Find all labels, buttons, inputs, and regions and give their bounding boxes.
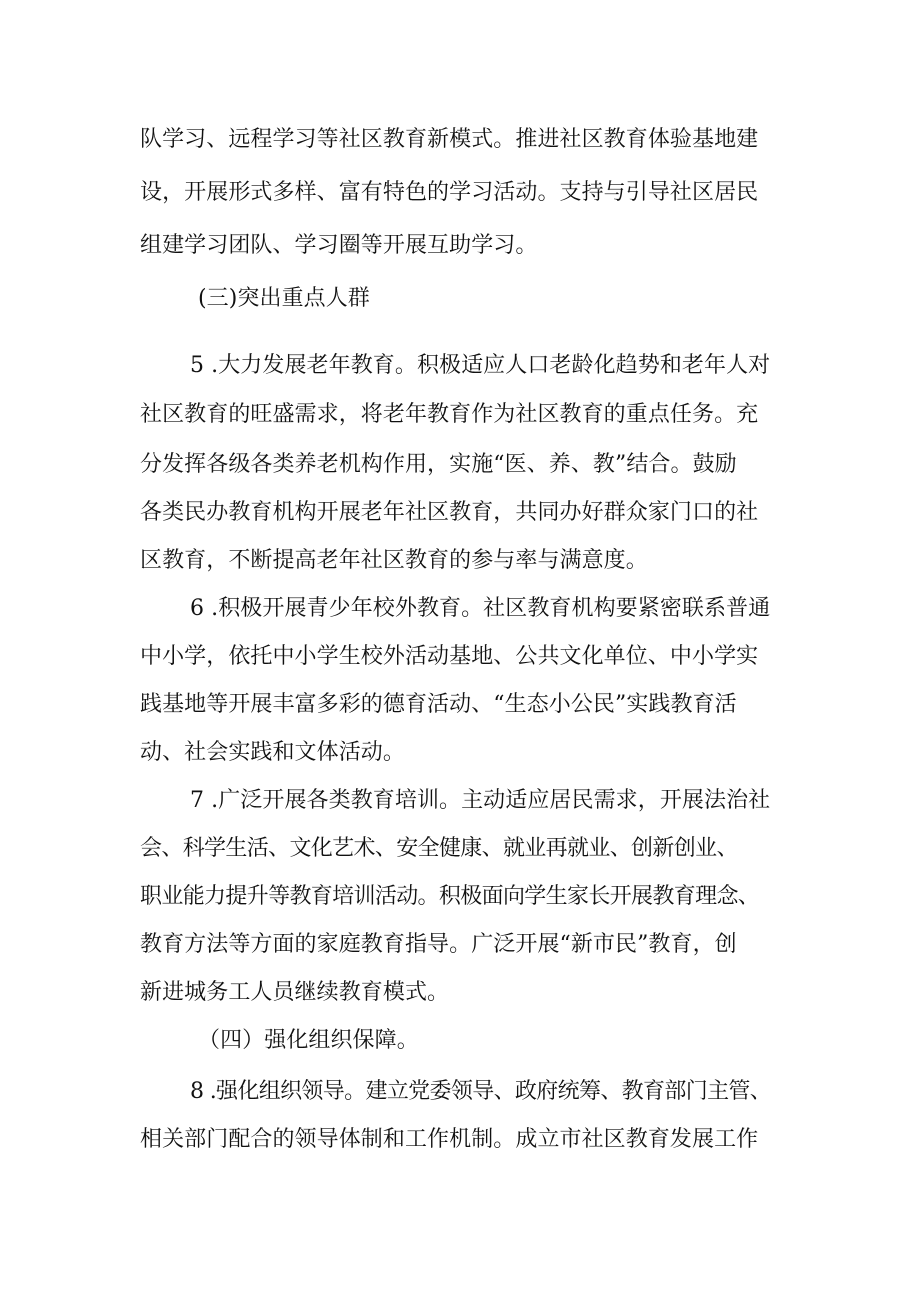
section-heading: （四）强化组织保障。 bbox=[198, 1028, 419, 1053]
paragraph-line: 会、科学生活、文化艺术、安全健康、就业再就业、创新创业、 bbox=[140, 836, 738, 861]
paragraph-line: 教育方法等方面的家庭教育指导。广泛开展“新市民”教育，创 bbox=[140, 932, 737, 957]
paragraph-line: 7 .广泛开展各类教育培训。主动适应居民需求，开展法治社 bbox=[190, 788, 771, 813]
paragraph-line: 6 .积极开展青少年校外教育。社区教育机构要紧密联系普通 bbox=[190, 596, 771, 621]
paragraph-line: 相关部门配合的领导体制和工作机制。成立市社区教育发展工作 bbox=[140, 1127, 759, 1152]
paragraph-line: 各类民办教育机构开展老年社区教育，共同办好群众家门口的社 bbox=[140, 500, 759, 525]
paragraph-line: 新进城务工人员继续教育模式。 bbox=[140, 980, 450, 1005]
section-heading: (三)突出重点人群 bbox=[198, 286, 370, 311]
paragraph-line: 动、社会实践和文体活动。 bbox=[140, 740, 405, 765]
paragraph-line: 中小学，依托中小学生校外活动基地、公共文化单位、中小学实 bbox=[140, 644, 759, 669]
paragraph-line: 践基地等开展丰富多彩的德育活动、“生态小公民”实践教育活 bbox=[140, 692, 737, 717]
paragraph-line: 分发挥各级各类养老机构作用，实施“医、养、教”结合。鼓励 bbox=[140, 452, 737, 477]
paragraph-line: 社区教育的旺盛需求，将老年教育作为社区教育的重点任务。充 bbox=[140, 402, 759, 427]
paragraph-line: 职业能力提升等教育培训活动。积极面向学生家长开展教育理念、 bbox=[140, 884, 760, 909]
paragraph-line: 5 .大力发展老年教育。积极适应人口老龄化趋势和老年人对 bbox=[190, 353, 771, 378]
paragraph-line: 区教育，不断提高老年社区教育的参与率与满意度。 bbox=[140, 548, 648, 573]
paragraph-line: 设，开展形式多样、富有特色的学习活动。支持与引导社区居民 bbox=[140, 180, 759, 205]
paragraph-line: 队学习、远程学习等社区教育新模式。推进社区教育体验基地建 bbox=[140, 127, 759, 152]
paragraph-line: 8 .强化组织领导。建立党委领导、政府统筹、教育部门主管、 bbox=[190, 1079, 772, 1104]
paragraph-line: 组建学习团队、学习圈等开展互助学习。 bbox=[140, 233, 538, 258]
